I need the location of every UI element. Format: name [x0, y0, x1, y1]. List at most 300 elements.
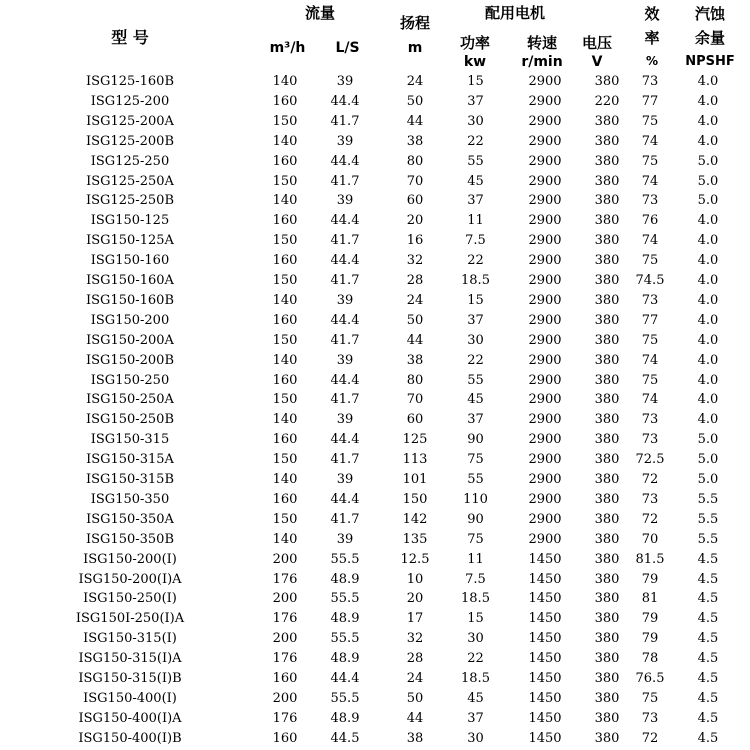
cell-npsh: 4.0	[697, 352, 719, 368]
cell-flow-m3h: 160	[272, 312, 298, 328]
cell-head: 50	[406, 93, 424, 109]
cell-flow-ls: 44.4	[330, 213, 360, 229]
cell-model: ISG150-250B	[86, 412, 174, 428]
cell-power: 110	[463, 491, 488, 507]
table-row	[0, 72, 750, 92]
cell-flow-m3h: 150	[272, 113, 298, 129]
cell-head: 50	[406, 690, 424, 706]
cell-power: 30	[467, 730, 484, 746]
cell-flow-ls: 41.7	[330, 452, 360, 468]
cell-power: 75	[467, 531, 484, 547]
cell-npsh: 5.5	[697, 531, 719, 547]
table-row	[0, 709, 750, 729]
cell-flow-m3h: 160	[272, 432, 298, 448]
table-row	[0, 530, 750, 550]
cell-flow-m3h: 140	[272, 74, 298, 89]
cell-voltage: 380	[594, 452, 620, 468]
cell-voltage: 380	[594, 531, 620, 547]
cell-npsh: 4.0	[697, 312, 719, 328]
table-row	[0, 132, 750, 152]
cell-power: 18.5	[461, 273, 490, 288]
cell-voltage: 380	[594, 332, 620, 348]
table-row	[0, 450, 750, 470]
table-row	[0, 589, 750, 609]
cell-flow-m3h: 150	[272, 392, 298, 408]
cell-head: 10	[406, 571, 424, 587]
cell-model: ISG125-200	[90, 93, 170, 109]
cell-flow-ls: 55.5	[330, 690, 360, 706]
table-row	[0, 689, 750, 709]
cell-power: 15	[467, 611, 484, 627]
cell-voltage: 380	[594, 173, 620, 189]
cell-power: 45	[467, 173, 484, 189]
cell-npsh: 4.0	[697, 133, 719, 149]
cell-power: 90	[467, 511, 484, 527]
cell-power: 22	[467, 133, 484, 149]
cell-flow-m3h: 176	[272, 571, 298, 587]
cell-efficiency: 73	[641, 193, 659, 209]
cell-speed: 2900	[528, 193, 562, 209]
cell-efficiency: 73	[641, 412, 659, 428]
cell-flow-m3h: 140	[272, 412, 298, 428]
cell-flow-ls: 44.4	[330, 312, 360, 328]
table-row	[0, 112, 750, 132]
cell-head: 44	[406, 710, 424, 726]
cell-voltage: 380	[594, 74, 620, 89]
cell-flow-m3h: 150	[272, 452, 298, 468]
cell-npsh: 4.0	[697, 213, 719, 229]
cell-head: 125	[402, 432, 428, 448]
cell-head: 70	[406, 173, 424, 189]
cell-flow-m3h: 160	[272, 671, 298, 686]
cell-efficiency: 74.5	[635, 273, 665, 288]
cell-efficiency: 72	[641, 730, 659, 746]
cell-npsh: 4.5	[697, 571, 719, 587]
cell-flow-ls: 39	[336, 193, 354, 209]
cell-flow-ls: 39	[336, 531, 354, 547]
cell-head: 50	[406, 312, 424, 328]
cell-model: ISG150-400(I)A	[78, 710, 182, 726]
cell-speed: 2900	[528, 531, 562, 547]
cell-efficiency: 75	[641, 332, 659, 348]
cell-npsh: 5.0	[697, 432, 719, 448]
cell-model: ISG150-250(I)	[83, 591, 177, 607]
header-efficiency-2: 率	[644, 29, 660, 47]
header-speed: 转速	[526, 34, 557, 52]
cell-flow-ls: 41.7	[330, 332, 360, 348]
cell-speed: 2900	[528, 332, 562, 348]
cell-power: 30	[467, 332, 484, 348]
cell-model: ISG125-250A	[86, 173, 174, 189]
cell-power: 18.5	[461, 671, 490, 686]
table-row	[0, 430, 750, 450]
cell-npsh: 4.0	[697, 74, 719, 89]
cell-npsh: 4.0	[697, 93, 719, 109]
cell-flow-m3h: 160	[272, 491, 298, 507]
header-power: 功率	[459, 34, 490, 52]
header-npsh-2: 余量	[694, 29, 725, 47]
cell-flow-ls: 55.5	[330, 551, 360, 567]
cell-npsh: 5.0	[697, 153, 719, 169]
cell-efficiency: 74	[641, 233, 659, 249]
cell-model: ISG150-350A	[86, 511, 174, 527]
cell-flow-ls: 44.4	[330, 432, 360, 448]
table-row	[0, 390, 750, 410]
cell-speed: 2900	[528, 173, 562, 189]
cell-flow-ls: 48.9	[330, 710, 360, 726]
cell-voltage: 380	[594, 511, 620, 527]
table-row	[0, 251, 750, 271]
header-flow-m3h: m³/h	[269, 40, 306, 56]
cell-flow-m3h: 160	[272, 730, 298, 746]
cell-npsh: 4.0	[697, 392, 719, 408]
cell-speed: 1450	[528, 611, 562, 627]
cell-model: ISG150-315	[90, 432, 170, 448]
cell-speed: 1450	[528, 730, 562, 746]
table-row	[0, 669, 750, 689]
cell-model: ISG150-315(I)	[83, 631, 177, 647]
cell-efficiency: 75	[641, 113, 659, 129]
cell-npsh: 5.0	[697, 193, 719, 209]
cell-efficiency: 74	[641, 392, 659, 408]
cell-efficiency: 70	[641, 531, 659, 547]
cell-voltage: 380	[594, 611, 620, 627]
cell-model: ISG150-160B	[86, 292, 174, 308]
cell-power: 37	[467, 193, 484, 209]
cell-voltage: 380	[594, 491, 620, 507]
cell-power: 55	[467, 372, 484, 388]
cell-efficiency: 72	[641, 511, 659, 527]
cell-voltage: 380	[594, 392, 620, 408]
cell-flow-m3h: 176	[272, 710, 298, 726]
cell-flow-ls: 39	[336, 472, 354, 487]
cell-efficiency: 73	[641, 491, 659, 507]
cell-power: 37	[467, 710, 484, 726]
cell-model: ISG125-200A	[86, 113, 174, 129]
cell-head: 135	[402, 531, 428, 547]
cell-flow-m3h: 176	[272, 651, 298, 667]
cell-speed: 2900	[528, 412, 562, 428]
table-row	[0, 211, 750, 231]
cell-model: ISG150-200(I)A	[78, 571, 182, 587]
cell-flow-m3h: 140	[272, 193, 298, 209]
cell-speed: 2900	[528, 372, 562, 388]
table-row	[0, 470, 750, 490]
cell-npsh: 5.5	[697, 491, 719, 507]
cell-efficiency: 74	[641, 133, 659, 149]
cell-head: 38	[406, 352, 424, 368]
cell-speed: 1450	[528, 631, 562, 647]
cell-flow-m3h: 150	[272, 173, 298, 189]
cell-model: ISG150-315(I)A	[78, 651, 182, 667]
cell-speed: 2900	[528, 133, 562, 149]
cell-npsh: 4.0	[697, 273, 719, 288]
cell-flow-ls: 55.5	[330, 591, 360, 607]
cell-power: 15	[467, 74, 484, 89]
cell-power: 37	[467, 412, 484, 428]
cell-head: 142	[402, 511, 428, 527]
header-voltage-unit: V	[591, 54, 603, 70]
cell-power: 45	[467, 690, 484, 706]
cell-npsh: 4.5	[697, 690, 719, 706]
cell-model: ISG150-200	[90, 312, 170, 328]
cell-npsh: 4.5	[697, 710, 719, 726]
cell-model: ISG150I-250(I)A	[75, 611, 185, 627]
cell-npsh: 5.0	[697, 452, 719, 468]
cell-flow-m3h: 160	[272, 253, 298, 269]
cell-head: 24	[406, 671, 424, 686]
cell-head: 32	[406, 253, 424, 269]
cell-flow-ls: 44.4	[330, 153, 360, 169]
cell-flow-ls: 39	[336, 133, 354, 149]
table-row	[0, 629, 750, 649]
cell-flow-ls: 39	[336, 352, 354, 368]
cell-head: 113	[402, 452, 428, 468]
cell-model: ISG150-200B	[86, 352, 174, 368]
cell-model: ISG150-350B	[86, 531, 174, 547]
cell-speed: 2900	[528, 213, 562, 229]
cell-head: 32	[406, 631, 424, 647]
cell-flow-ls: 39	[336, 292, 354, 308]
cell-head: 150	[402, 491, 428, 507]
cell-speed: 1450	[528, 710, 562, 726]
table-row	[0, 510, 750, 530]
table-row	[0, 410, 750, 430]
cell-speed: 2900	[528, 153, 562, 169]
cell-model: ISG150-350	[90, 491, 170, 507]
header-efficiency-1: 效	[644, 5, 660, 23]
header-voltage: 电压	[581, 34, 612, 52]
table-row	[0, 331, 750, 351]
cell-speed: 2900	[528, 113, 562, 129]
cell-flow-m3h: 140	[272, 531, 298, 547]
cell-power: 22	[467, 352, 484, 368]
cell-voltage: 380	[594, 690, 620, 706]
cell-speed: 1450	[528, 591, 562, 607]
cell-flow-ls: 41.7	[330, 511, 360, 527]
cell-npsh: 4.5	[697, 591, 719, 607]
cell-flow-ls: 41.7	[330, 173, 360, 189]
cell-voltage: 380	[594, 133, 620, 149]
cell-head: 20	[406, 591, 424, 607]
cell-flow-ls: 44.4	[330, 372, 360, 388]
table-row	[0, 371, 750, 391]
cell-power: 22	[467, 253, 484, 269]
cell-efficiency: 77	[641, 312, 659, 328]
cell-efficiency: 77	[641, 93, 659, 109]
header-speed-unit: r/min	[521, 54, 563, 70]
cell-speed: 2900	[528, 511, 562, 527]
cell-speed: 1450	[528, 571, 562, 587]
cell-power: 75	[467, 452, 484, 468]
cell-npsh: 5.5	[697, 511, 719, 527]
cell-flow-ls: 44.4	[330, 93, 360, 109]
cell-voltage: 380	[594, 213, 620, 229]
table-row	[0, 609, 750, 629]
cell-model: ISG150-315A	[86, 452, 174, 468]
cell-model: ISG125-250B	[86, 193, 174, 209]
cell-flow-ls: 48.9	[330, 611, 360, 627]
cell-speed: 2900	[528, 452, 562, 468]
cell-power: 7.5	[465, 233, 486, 249]
table-row	[0, 191, 750, 211]
cell-power: 22	[467, 651, 484, 667]
cell-speed: 2900	[528, 93, 562, 109]
cell-efficiency: 75	[641, 690, 659, 706]
cell-efficiency: 73	[641, 432, 659, 448]
table-row	[0, 271, 750, 291]
cell-npsh: 4.5	[697, 730, 719, 746]
header-power-unit: kw	[463, 54, 487, 70]
cell-flow-m3h: 200	[272, 551, 298, 567]
cell-power: 45	[467, 392, 484, 408]
cell-npsh: 4.0	[697, 233, 719, 249]
table-row	[0, 729, 750, 749]
cell-flow-m3h: 150	[272, 273, 298, 288]
cell-head: 60	[406, 193, 424, 209]
cell-efficiency: 78	[641, 651, 659, 667]
cell-flow-ls: 44.4	[330, 253, 360, 269]
cell-efficiency: 72.5	[635, 452, 665, 468]
cell-flow-ls: 48.9	[330, 651, 360, 667]
cell-voltage: 380	[594, 153, 620, 169]
cell-voltage: 380	[594, 710, 620, 726]
cell-model: ISG150-160	[90, 253, 170, 269]
cell-model: ISG150-125A	[86, 233, 174, 249]
cell-flow-m3h: 200	[272, 631, 298, 647]
cell-power: 90	[467, 432, 484, 448]
table-row	[0, 649, 750, 669]
cell-power: 55	[467, 153, 484, 169]
cell-flow-m3h: 200	[272, 591, 298, 607]
cell-head: 24	[406, 292, 424, 308]
cell-power: 11	[467, 213, 484, 229]
cell-voltage: 380	[594, 571, 620, 587]
table-row	[0, 92, 750, 112]
cell-head: 70	[406, 392, 424, 408]
cell-head: 80	[406, 153, 424, 169]
cell-speed: 2900	[528, 312, 562, 328]
cell-power: 30	[467, 631, 484, 647]
cell-efficiency: 75	[641, 372, 659, 388]
cell-model: ISG150-315B	[86, 472, 174, 487]
cell-speed: 1450	[528, 690, 562, 706]
cell-efficiency: 79	[641, 611, 659, 627]
header-head: 扬程	[399, 14, 430, 32]
header-flow: 流量	[304, 4, 335, 22]
cell-speed: 1450	[528, 651, 562, 667]
cell-voltage: 380	[594, 671, 620, 686]
cell-efficiency: 75	[641, 153, 659, 169]
cell-npsh: 5.0	[697, 472, 719, 487]
cell-npsh: 4.5	[697, 551, 719, 567]
cell-efficiency: 75	[641, 253, 659, 269]
cell-head: 60	[406, 412, 424, 428]
cell-flow-ls: 44.4	[330, 491, 360, 507]
cell-speed: 1450	[528, 671, 562, 686]
cell-flow-m3h: 150	[272, 511, 298, 527]
cell-flow-m3h: 150	[272, 332, 298, 348]
cell-npsh: 4.5	[697, 671, 719, 686]
cell-head: 44	[406, 332, 424, 348]
cell-voltage: 380	[594, 193, 620, 209]
table-row	[0, 550, 750, 570]
cell-efficiency: 76.5	[635, 671, 665, 686]
cell-flow-ls: 44.5	[330, 730, 360, 746]
cell-head: 16	[406, 233, 424, 249]
cell-flow-ls: 41.7	[330, 233, 360, 249]
table-row	[0, 231, 750, 251]
cell-model: ISG150-200(I)	[83, 551, 177, 567]
table-row	[0, 311, 750, 331]
cell-efficiency: 74	[641, 173, 659, 189]
header-flow-ls: L/S	[335, 40, 360, 56]
table-row	[0, 490, 750, 510]
cell-flow-m3h: 160	[272, 153, 298, 169]
cell-head: 38	[406, 133, 424, 149]
cell-speed: 2900	[528, 292, 562, 308]
cell-voltage: 220	[594, 93, 620, 109]
cell-model: ISG150-400(I)B	[78, 730, 182, 746]
cell-npsh: 5.0	[697, 173, 719, 189]
cell-head: 28	[406, 651, 424, 667]
cell-head: 44	[406, 113, 424, 129]
cell-npsh: 4.0	[697, 332, 719, 348]
header-efficiency-unit: %	[645, 54, 659, 68]
cell-flow-ls: 55.5	[330, 631, 360, 647]
cell-voltage: 380	[594, 113, 620, 129]
cell-voltage: 380	[594, 412, 620, 428]
cell-speed: 2900	[528, 253, 562, 269]
cell-efficiency: 81.5	[635, 551, 665, 567]
cell-npsh: 4.5	[697, 631, 719, 647]
cell-flow-ls: 39	[336, 74, 354, 89]
cell-power: 55	[467, 472, 484, 487]
cell-model: ISG150-250	[90, 372, 170, 388]
cell-flow-ls: 48.9	[330, 571, 360, 587]
cell-power: 15	[467, 292, 484, 308]
cell-model: ISG150-250A	[86, 392, 174, 408]
cell-speed: 2900	[528, 392, 562, 408]
cell-speed: 2900	[528, 491, 562, 507]
cell-voltage: 380	[594, 273, 620, 288]
cell-efficiency: 81	[641, 591, 659, 607]
table-row	[0, 570, 750, 590]
cell-flow-m3h: 160	[272, 93, 298, 109]
cell-flow-m3h: 200	[272, 690, 298, 706]
cell-efficiency: 73	[641, 710, 659, 726]
header-model: 型 号	[111, 28, 149, 47]
table-row	[0, 172, 750, 192]
cell-power: 30	[467, 113, 484, 129]
cell-npsh: 4.0	[697, 372, 719, 388]
cell-head: 28	[406, 273, 424, 288]
cell-power: 11	[467, 551, 484, 567]
cell-efficiency: 79	[641, 571, 659, 587]
cell-flow-m3h: 160	[272, 213, 298, 229]
cell-speed: 2900	[528, 74, 562, 89]
cell-npsh: 4.0	[697, 113, 719, 129]
cell-model: ISG150-400(I)	[83, 690, 177, 706]
cell-head: 80	[406, 372, 424, 388]
cell-head: 20	[406, 213, 424, 229]
header-head-unit: m	[407, 40, 423, 56]
cell-power: 37	[467, 93, 484, 109]
cell-voltage: 380	[594, 372, 620, 388]
cell-head: 24	[406, 74, 424, 89]
cell-npsh: 4.5	[697, 651, 719, 667]
cell-flow-ls: 39	[336, 412, 354, 428]
